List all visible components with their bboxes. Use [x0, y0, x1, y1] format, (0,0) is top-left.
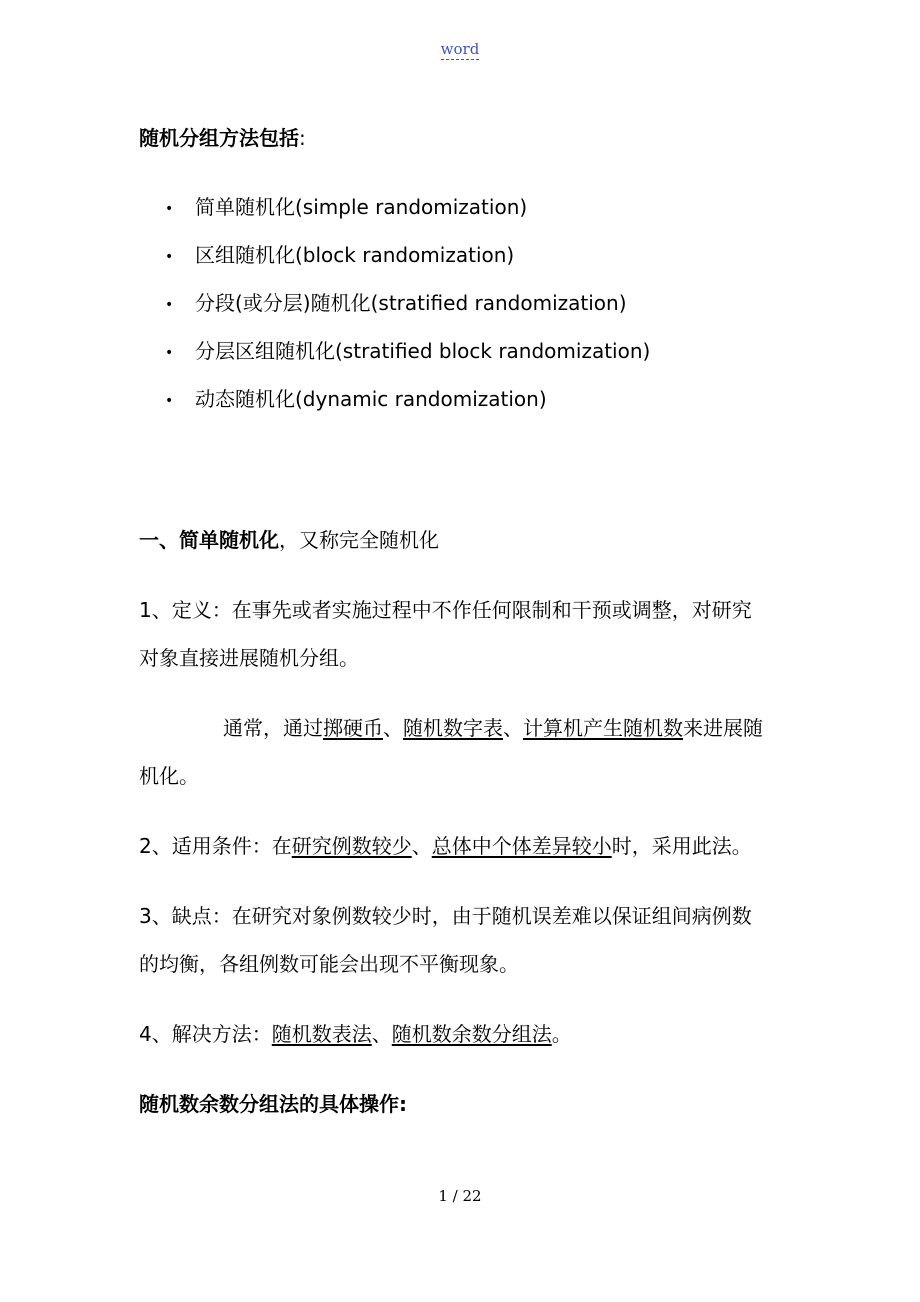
intro-heading — [139, 126, 306, 150]
section-title — [139, 528, 439, 552]
method-label: 动态随机化(dynamic randomization) — [195, 387, 547, 411]
bullet-icon: • — [165, 296, 174, 313]
intro-heading-text: 随机分组方法包括 — [139, 126, 299, 150]
solution-line — [139, 1022, 572, 1046]
section-title-rest: ，又称完全随机化 — [279, 528, 439, 552]
applicable-sep: 、 — [411, 834, 432, 858]
header-word-link[interactable]: word — [440, 40, 480, 58]
solution-suffix: 。 — [551, 1022, 572, 1046]
few-cases-link[interactable]: 研究例数较少 — [291, 834, 412, 858]
coin-toss-link[interactable]: 掷硬币 — [323, 716, 383, 740]
bullet-icon: • — [165, 248, 174, 265]
usual-sep-1: 、 — [383, 716, 403, 740]
operation-title: 随机数余数分组法的具体操作: — [139, 1092, 407, 1116]
method-label: 简单随机化(simple randomization) — [195, 195, 528, 219]
random-table-link[interactable]: 随机数字表 — [403, 716, 503, 740]
usual-prefix: 通常，通过 — [223, 716, 323, 740]
bullet-icon: • — [165, 344, 174, 361]
computer-random-link[interactable]: 计算机产生随机数 — [523, 716, 683, 740]
applicable-prefix: 2、适用条件：在 — [139, 834, 292, 858]
list-item — [165, 195, 527, 221]
solution-sep: 、 — [371, 1022, 392, 1046]
small-variance-link[interactable]: 总体中个体差异较小 — [431, 834, 612, 858]
bullet-icon: • — [165, 200, 174, 217]
usual-line-1 — [223, 716, 763, 740]
drawback-line-2: 的均衡，各组例数可能会出现不平衡现象。 — [139, 952, 519, 976]
method-label: 分层区组随机化(stratified block randomization) — [195, 339, 651, 363]
usual-sep-2: 、 — [503, 716, 523, 740]
list-item — [165, 291, 627, 317]
list-item — [165, 243, 514, 269]
applicable-suffix: 时，采用此法。 — [611, 834, 752, 858]
intro-colon: : — [299, 126, 306, 150]
page-header — [0, 40, 920, 58]
bullet-icon: • — [165, 392, 174, 409]
applicable-line — [139, 834, 752, 858]
method-label: 分段(或分层)随机化(stratified randomization) — [195, 291, 627, 315]
method-label: 区组随机化(block randomization) — [195, 243, 515, 267]
list-item — [165, 387, 547, 413]
section-title-bold: 一、简单随机化 — [139, 528, 279, 552]
solution-prefix: 4、解决方法： — [139, 1022, 272, 1046]
definition-line-1: 1、定义：在事先或者实施过程中不作任何限制和干预或调整，对研究 — [139, 598, 752, 622]
drawback-line-1: 3、缺点：在研究对象例数较少时，由于随机误差难以保证组间病例数 — [139, 904, 752, 928]
usual-line-2: 机化。 — [139, 764, 199, 788]
list-item — [165, 339, 650, 365]
usual-suffix: 来进展随 — [683, 716, 763, 740]
definition-line-2: 对象直接进展随机分组。 — [139, 646, 359, 670]
random-table-method-link[interactable]: 随机数表法 — [271, 1022, 372, 1046]
remainder-method-link[interactable]: 随机数余数分组法 — [391, 1022, 552, 1046]
page-number: 1 / 22 — [438, 1187, 482, 1205]
